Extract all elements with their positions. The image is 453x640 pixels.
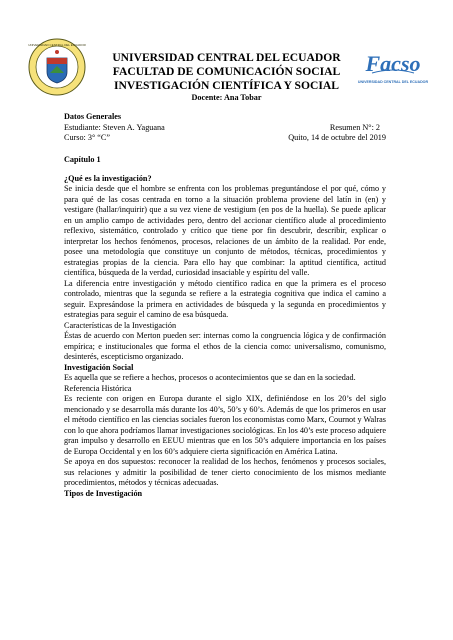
student-name: Estudiante: Steven A. Yaguana: [64, 122, 165, 132]
chapter-title: Capítulo 1: [64, 155, 101, 164]
teacher-name: Docente: Ana Tobar: [191, 93, 262, 102]
paragraph-history: Es reciente con origen en Europa durante el siglo XIX, definiéndose en los 20’s del siglo mencionado y se desarrolla más durante los 40’s, 50’s y 60’s. Además de que los primeros en usar el método científico en las ciencias sociales fueron los economistas como Marx, Cournot y Walras con lo que ahora podríamos llamar investigaciones sociológicas. En los 40’s este proceso adquiere gran impulso y desarrollo en EEUU mientras que en los 50’s adquiere importancia en los países de Europa Occidental y en los 60’s adquiere cierta significación en América Latina.: [64, 394, 386, 456]
section-heading-tipos: Tipos de Investigación: [64, 488, 143, 498]
document-body: [64, 155, 386, 499]
facso-logo: [358, 45, 428, 91]
course-name: INVESTIGACIÓN CIENTÍFICA Y SOCIAL: [114, 79, 339, 92]
course-group: Curso: 3° “C”: [64, 133, 111, 142]
paragraph-social: Es aquella que se refiere a hechos, procesos o acontecimientos que se dan en la sociedad.: [64, 373, 356, 382]
course-row: [64, 133, 386, 144]
document-date: Quito, 14 de octubre del 2019: [288, 133, 386, 142]
faculty-name: FACULTAD DE COMUNICACIÓN SOCIAL: [112, 65, 341, 78]
document-header: [95, 51, 358, 103]
paragraph-difference: La diferencia entre investigación y método científico radica en que la primera es el proceso controlado, mientras que la segunda se refiere a la estrategia cognitiva que indica el camino a seguir. Expresándose la primera en actividades de búsqueda y la segunda en procedimientos y estrategias para seguir el camino de esa búsqueda.: [64, 278, 386, 319]
seal-ring-text: UNIVERSIDAD CENTRAL DEL ECUADOR: [28, 43, 86, 47]
general-data: [64, 112, 386, 144]
facso-logo-subtitle: UNIVERSIDAD CENTRAL DEL ECUADOR: [358, 80, 428, 84]
summary-number: Resumen N°: 2: [329, 122, 380, 132]
student-row: [64, 123, 386, 134]
characteristics-label: Características de la Investigación: [64, 320, 177, 330]
historical-reference-label: Referencia Histórica: [64, 383, 132, 393]
university-seal-icon: [28, 38, 86, 96]
paragraph-definition: Se inicia desde que el hombre se enfrenta con los problemas preguntándose el por qué, cómo y para qué de las cosas centrada en torno a la situación problema proviene del latín in (en) y vestigare (hallar/inquirir) que a su vez viene de vestigium (en pos de la huella). Se puede aplicar en un amplio campo de actividades pero, dentro del accionar científico alude al procedimiento reflexivo, sistemático, controlado y crítico que tiene por fin descubrir, describir, explicar o interpretar los hechos fenómenos, procesos, relaciones de un ámbito de la realidad. Por ende, posee una metodología que constituye un conjunto de métodos, técnicas, procedimientos y estrategias propias de la ciencia. Para ello hay que combinar: la aptitud científica, actitud científica, búsqueda de la verdad, curiosidad insaciable y espíritu del valle.: [64, 184, 386, 277]
general-data-heading: Datos Generales: [64, 112, 122, 121]
section-heading-social: Investigación Social: [64, 362, 134, 372]
spacer: [64, 166, 386, 174]
paragraph-assumptions: Se apoya en dos supuestos: reconocer la realidad de los hechos, fenómenos y procesos sociales, sus relaciones y admitir la posibilidad de tener cierto conocimiento de los mismos mediante procedimientos, métodos y técnicas adecuadas.: [64, 457, 386, 487]
facso-logo-text: Facso: [365, 51, 421, 76]
paragraph-characteristics: Éstas de acuerdo con Merton pueden ser: internas como la congruencia lógica y de confirmación empírica; e institucionales que forma el ethos de la ciencia como: universalismo, comunismo, desinterés, escepticismo organizado.: [64, 331, 386, 361]
university-name: UNIVERSIDAD CENTRAL DEL ECUADOR: [112, 51, 341, 64]
section-heading-que-es: ¿Qué es la investigación?: [64, 173, 152, 183]
